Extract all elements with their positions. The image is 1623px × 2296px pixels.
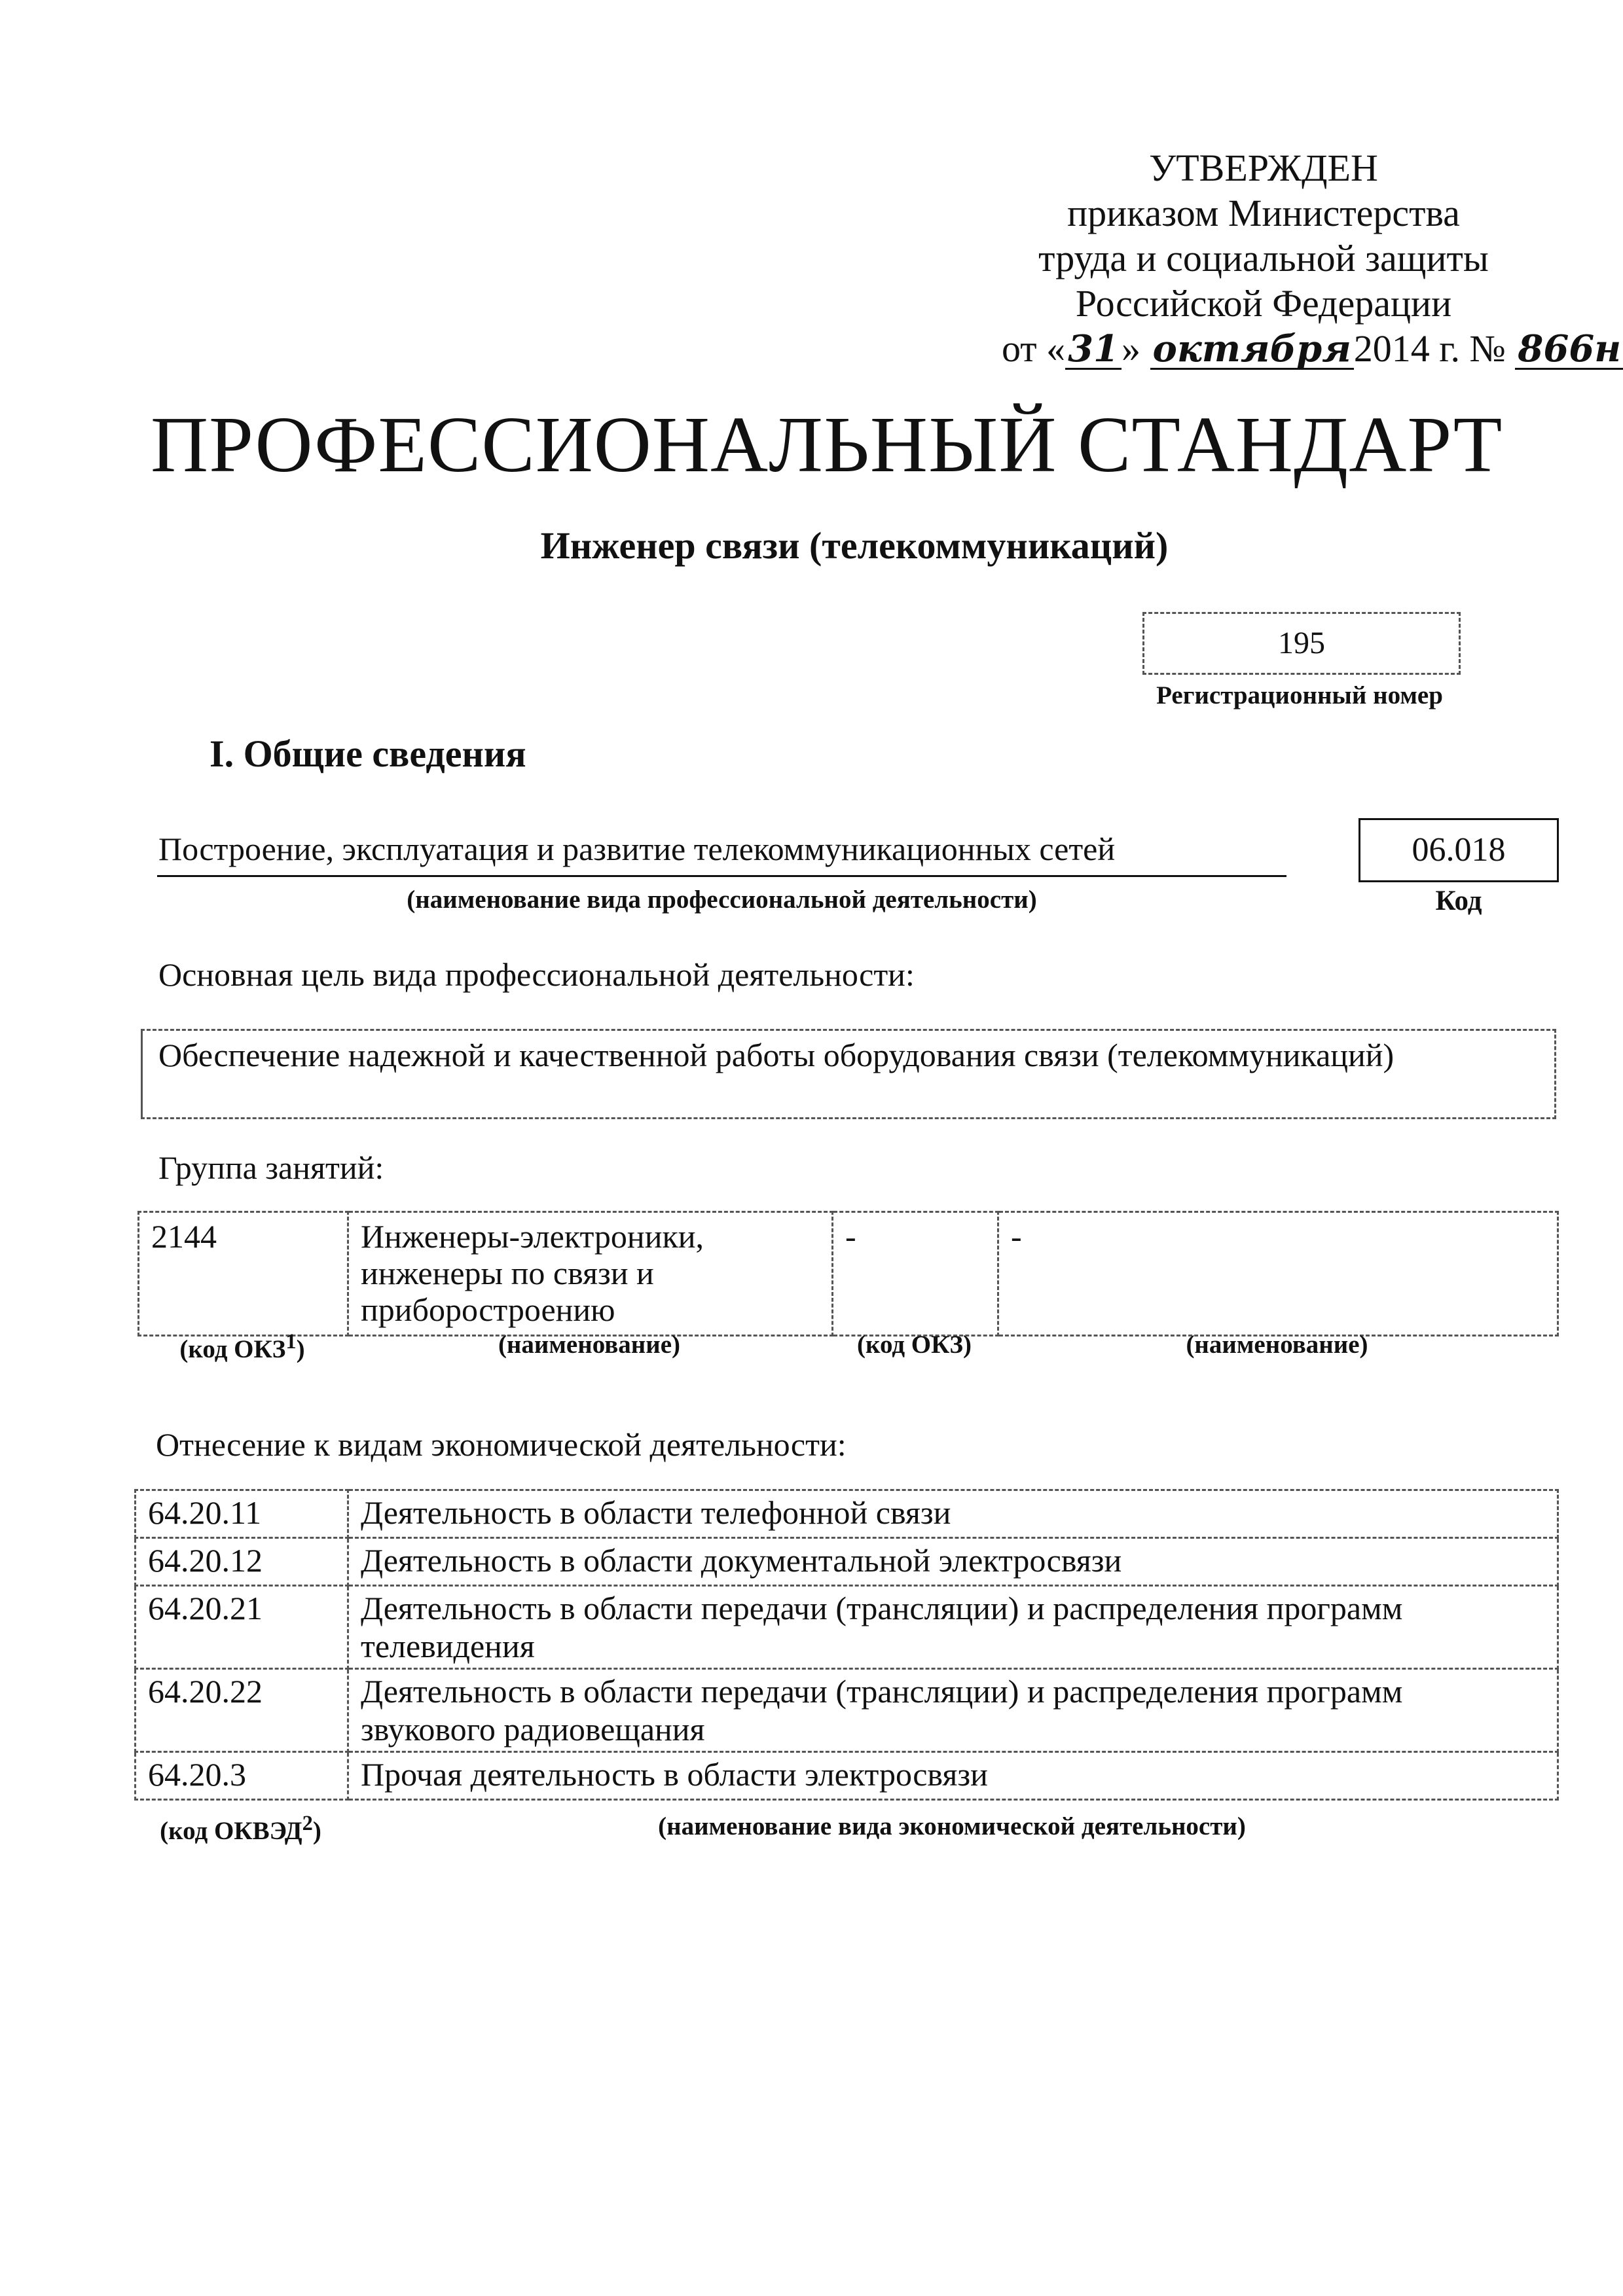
occupation-captions [137,1330,1557,1364]
okved-name: Деятельность в области передачи (трансляции) и распределения программ телевидения [348,1586,1558,1669]
approval-line-3: труда и социальной защиты [1038,237,1489,279]
approval-month: октября [1150,330,1354,370]
table-row [136,1752,1558,1800]
okved-code: 64.20.21 [136,1586,348,1669]
section-title: I. Общие сведения [210,732,526,775]
table-row [139,1212,1558,1336]
registration-number: 195 [1278,626,1325,660]
caption-okz-name-2: (наименование) [1186,1331,1368,1359]
activity-name: Построение, эксплуатация и развитие телекоммуникационных сетей [158,831,1116,867]
okz-name-cell-2: - [998,1212,1558,1336]
table-row [136,1538,1558,1586]
economic-activity-table [134,1489,1559,1801]
registration-number-box [1142,612,1461,675]
table-row [136,1490,1558,1538]
table-row [136,1586,1558,1669]
approval-day: 31 [1065,330,1122,370]
okved-code: 64.20.3 [136,1752,348,1800]
activity-underline [157,875,1286,877]
approval-year: 2014 г. № [1353,327,1506,370]
okved-name: Прочая деятельность в области электросвязи [348,1752,1558,1800]
economic-activity-captions [134,1812,1557,1846]
date-mid: » [1122,327,1141,370]
activity-code: 06.018 [1412,831,1506,869]
approval-line-1: УТВЕРЖДЕН [1149,147,1378,189]
document-title: ПРОФЕССИОНАЛЬНЫЙ СТАНДАРТ [151,401,1503,489]
caption-okz-code: (код ОКЗ$^1$) [179,1330,305,1363]
okved-name: Деятельность в области телефонной связи [348,1490,1558,1538]
occupation-group-label: Группа занятий: [158,1149,384,1186]
approval-date-line [1002,326,1622,371]
date-prefix: от « [1002,327,1066,370]
caption-okz-code-2: (код ОКЗ) [857,1331,972,1359]
okved-code: 64.20.22 [136,1669,348,1752]
economic-activity-label: Отнесение к видам экономической деятельности: [156,1426,847,1463]
okz-code-cell-2: - [833,1212,998,1336]
caption-okved-name: (наименование вида экономической деятельности) [658,1812,1246,1840]
activity-code-box [1359,818,1559,882]
goal-text: Обеспечение надежной и качественной работы оборудования связи (телекоммуникаций) [158,1037,1395,1073]
activity-name-caption: (наименование вида профессиональной деятельности) [407,886,1037,914]
registration-caption: Регистрационный номер [1156,681,1443,709]
okved-name: Деятельность в области передачи (трансляции) и распределения программ звукового радиовещания [348,1669,1558,1752]
document-subtitle: Инженер связи (телекоммуникаций) [540,524,1169,567]
approval-block [1002,145,1622,371]
goal-label: Основная цель вида профессиональной деятельности: [158,956,915,993]
okved-code: 64.20.11 [136,1490,348,1538]
okz-code-cell: 2144 [139,1212,348,1336]
okved-name: Деятельность в области документальной электросвязи [348,1538,1558,1586]
approval-line-2: приказом Министерства [1067,192,1460,234]
activity-code-caption: Код [1435,886,1482,916]
occupation-table [137,1211,1559,1336]
table-row [136,1669,1558,1752]
caption-okved-code: (код ОКВЭД$^2$) [160,1812,321,1845]
approval-number: 866н [1515,330,1623,370]
approval-line-4: Российской Федерации [1075,282,1452,325]
caption-okz-name: (наименование) [498,1331,681,1359]
okved-code: 64.20.12 [136,1538,348,1586]
okz-name-cell: Инженеры-электроники, инженеры по связи и приборостроению [348,1212,833,1336]
